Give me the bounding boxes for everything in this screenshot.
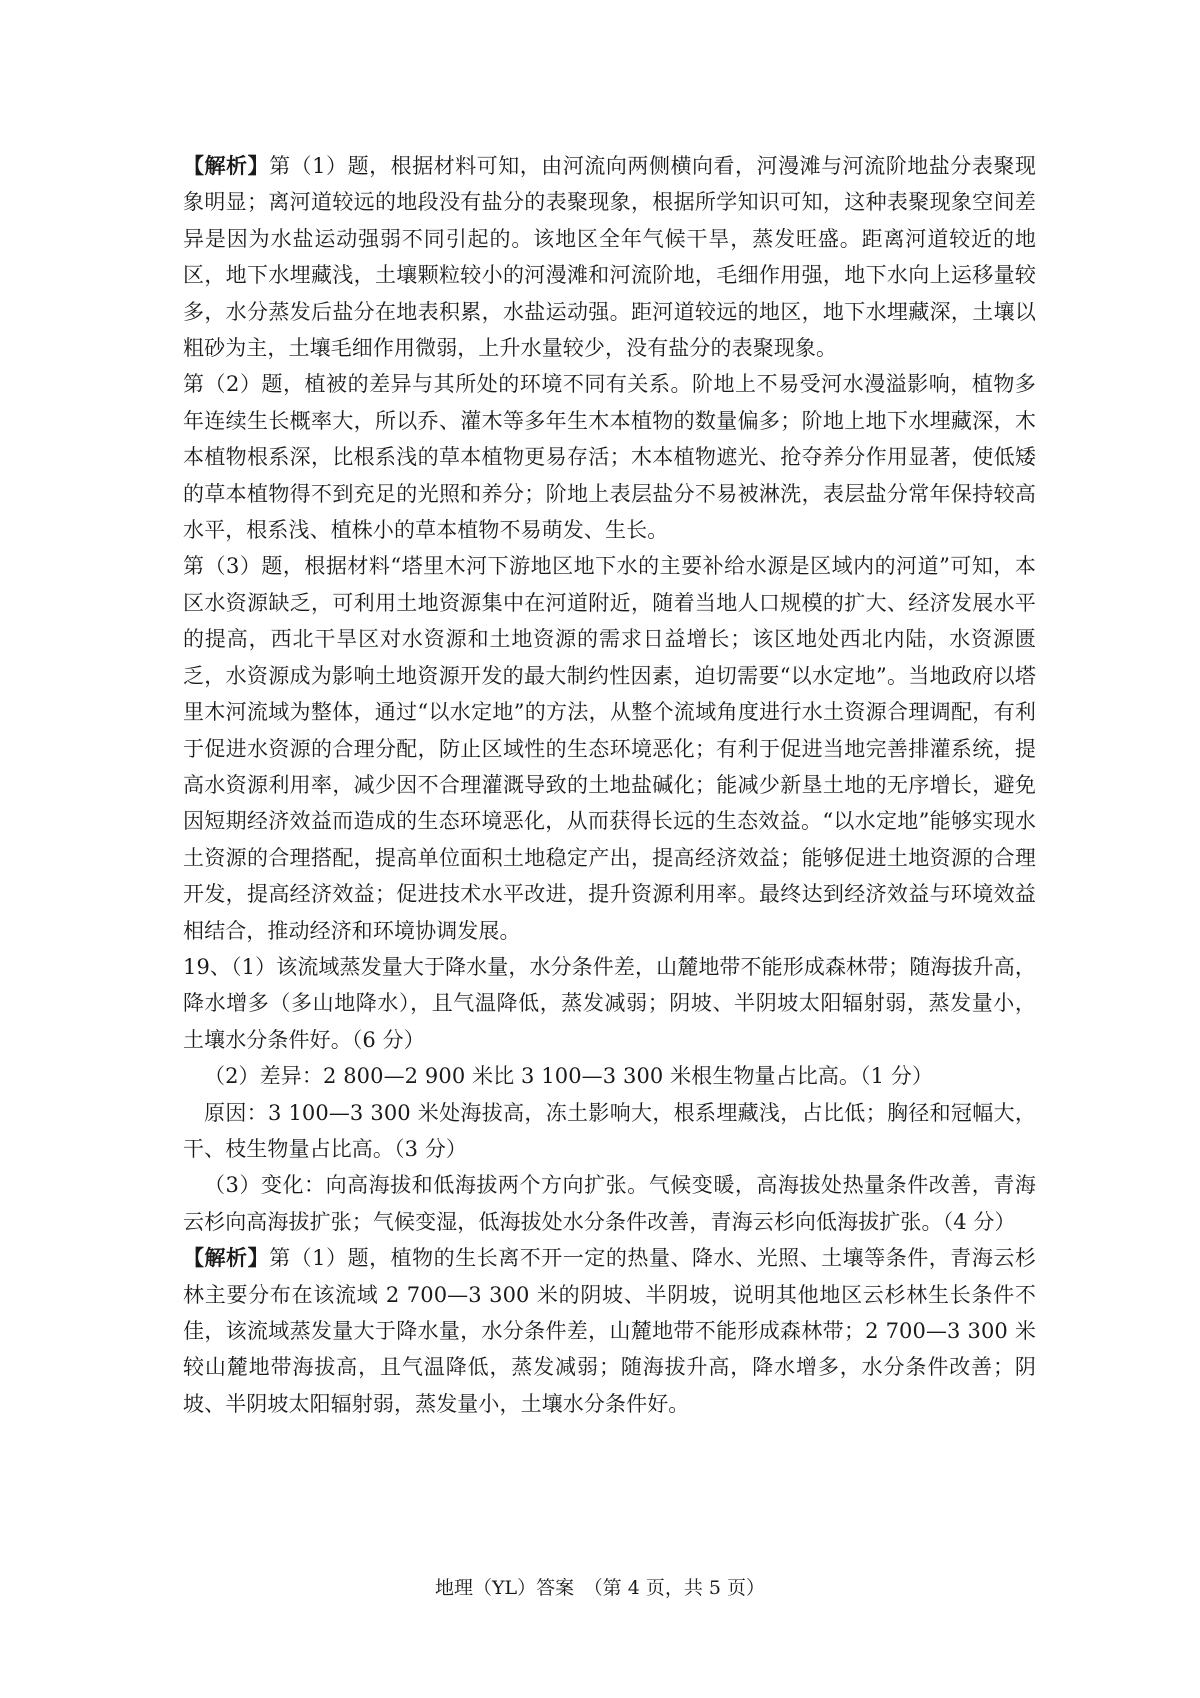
analysis-paragraph-3 (183, 548, 1036, 948)
answer-content (183, 148, 1036, 1422)
analysis-label: 【解析】 (183, 1245, 270, 1271)
paragraph-text: 第（3）题，根据材料“塔里木河下游地区地下水的主要补给水源是区域内的河道”可知，本区水资源缺乏，可利用土地资源集中在河道附近，随着当地人口规模的扩大、经济发展水平的提高，西北干旱区对水资源和土地资源的需求日益增长；该区地处西北内陆，水资源匮乏，水资源成为影响土地资源开发的最大制约性因素，迫切需要“以水定地”。当地政府以塔里木河流域为整体，通过“以水定地”的方法，从整个流域角度进行水土资源合理调配，有利于促进水资源的合理分配，防止区域性的生态环境恶化；有利于促进当地完善排灌系统，提高水资源利用率，减少因不合理灌溉导致的土地盐碱化；能减少新垦土地的无序增长，避免因短期经济效益而造成的生态环境恶化，从而获得长远的生态效益。“以水定地”能够实现水土资源的合理搭配，提高单位面积土地稳定产出，提高经济效益；能够促进土地资源的合理开发，提高经济效益；促进技术水平改进，提升资源利用率。最终达到经济效益与环境效益相结合，推动经济和环境协调发展。 (183, 554, 1036, 943)
page-footer: 地理（YL）答案 （第 4 页，共 5 页） (435, 1577, 765, 1599)
answer-19-part-2-difference (183, 1058, 1036, 1094)
paragraph-text: 原因：3 100—3 300 米处海拔高，冻土影响大，根系埋藏浅，占比低；胸径和冠幅大，干、枝生物量占比高。（3 分） (183, 1100, 1036, 1161)
analysis-paragraph-1 (183, 148, 1036, 366)
paragraph-text: （2）差异：2 800—2 900 米比 3 100—3 300 米根生物量占比高。（1 分） (204, 1064, 934, 1089)
paragraph-text: 第（2）题，植被的差异与其所处的环境不同有关系。阶地上不易受河水漫溢影响，植物多年连续生长概率大，所以乔、灌木等多年生木本植物的数量偏多；阶地上地下水埋藏深，木本植物根系深，比根系浅的草本植物更易存活；木本植物遮光、抢夺养分作用显著，使低矮的草本植物得不到充足的光照和养分；阶地上表层盐分不易被淋洗，表层盐分常年保持较高水平，根系浅、植株小的草本植物不易萌发、生长。 (183, 372, 1036, 543)
answer-19-part-1 (183, 949, 1036, 1058)
paragraph-text: 第（1）题，植物的生长离不开一定的热量、降水、光照、土壤等条件，青海云杉林主要分布在该流域 2 700—3 300 米的阴坡、半阴坡，说明其他地区云杉林生长条件不佳，该流域蒸发量大于降水量，水分条件差，山麓地带不能形成森林带；2 700—3 300 米较山麓地带海拔高，且气温降低，蒸发减弱；随海拔升高，降水增多，水分条件改善；阴坡、半阴坡太阳辐射弱，蒸发量小，土壤水分条件好。 (183, 1246, 1036, 1416)
answer-19-part-3 (183, 1167, 1036, 1240)
answer-19-part-2-reason (183, 1095, 1036, 1168)
paragraph-text: （3）变化：向高海拔和低海拔两个方向扩张。气候变暖，高海拔处热量条件改善，青海云杉向高海拔扩张；气候变湿，低海拔处水分条件改善，青海云杉向低海拔扩张。（4 分） (183, 1173, 1036, 1234)
paragraph-text: 第（1）题，根据材料可知，由河流向两侧横向看，河漫滩与河流阶地盐分表聚现象明显；离河道较远的地段没有盐分的表聚现象，根据所学知识可知，这种表聚现象空间差异是因为水盐运动强弱不同引起的。该地区全年气候干旱，蒸发旺盛。距离河道较近的地区，地下水埋藏浅，土壤颗粒较小的河漫滩和河流阶地，毛细作用强，地下水向上运移量较多，水分蒸发后盐分在地表积累，水盐运动强。距河道较远的地区，地下水埋藏深，土壤以粗砂为主，土壤毛细作用微弱，上升水量较少，没有盐分的表聚现象。 (183, 154, 1036, 361)
paragraph-text: 19、（1）该流域蒸发量大于降水量，水分条件差，山麓地带不能形成森林带；随海拔升高，降水增多（多山地降水），且气温降低，蒸发减弱；阴坡、半阴坡太阳辐射弱，蒸发量小，土壤水分条件好。（6 分） (183, 954, 1036, 1052)
analysis-paragraph-2 (183, 366, 1036, 548)
analysis-paragraph-19-1 (183, 1240, 1036, 1422)
analysis-label: 【解析】 (183, 153, 270, 178)
